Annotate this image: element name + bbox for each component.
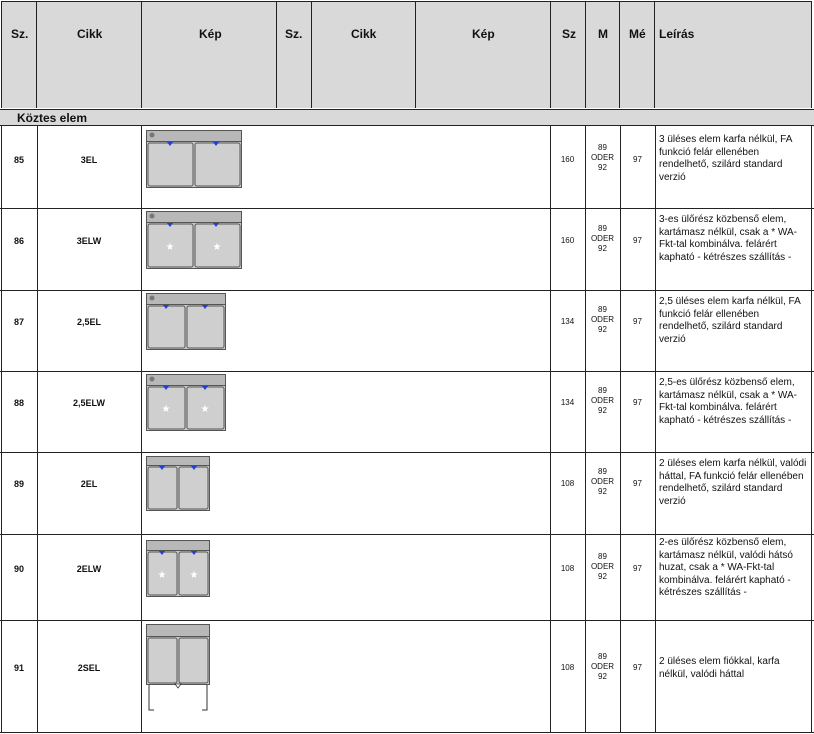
row-separator xyxy=(0,371,814,372)
width-value: 134 xyxy=(560,317,575,326)
sofa-2-seat-drawer-diagram-icon xyxy=(146,624,212,714)
article-code: 3ELW xyxy=(76,236,102,246)
description: 2 üléses elem karfa nélkül, valódi háttal, FA funkció felár ellenében rendelhető, szilárd standard verzió xyxy=(659,458,807,507)
article-code: 2ELW xyxy=(76,564,102,574)
header-cikk-1: Cikk xyxy=(77,27,103,41)
sofa-2-seat-diagram-icon xyxy=(146,456,210,511)
row-number: 91 xyxy=(13,663,24,673)
description: 2 üléses elem fiókkal, karfa nélkül, valódi háttal xyxy=(659,656,780,680)
section-row xyxy=(0,109,814,126)
header-leiras-cell xyxy=(655,1,812,108)
description: 2-es ülőrész közbenső elem, kartámasz nélkül, valódi hátsó huzat, csak a * WA-Fkt-tal kombinálva. felárért kapható - kétrészes szállítás - xyxy=(659,537,793,598)
grid-line xyxy=(655,126,656,733)
m-value-3: 92 xyxy=(598,325,607,334)
sofa-2-5-seat-star-diagram-icon xyxy=(146,374,226,431)
me-value: 97 xyxy=(633,479,642,488)
width-value: 160 xyxy=(560,155,575,164)
m-value-3: 92 xyxy=(598,572,607,581)
header-kep-2-cell xyxy=(416,1,551,108)
m-value-2: ODER xyxy=(590,477,615,486)
svg-text:★: ★ xyxy=(200,404,210,415)
header-cikk-2-cell xyxy=(312,1,416,108)
header-me: Mé xyxy=(629,27,646,41)
m-value-1: 89 xyxy=(598,224,607,233)
header-kep-1-cell xyxy=(142,1,277,108)
header-m: M xyxy=(598,27,608,41)
sofa-3-seat-star-diagram-icon xyxy=(146,211,242,269)
width-value: 160 xyxy=(560,236,575,245)
svg-text:★: ★ xyxy=(212,242,222,253)
header-m-cell xyxy=(586,1,620,108)
m-value-3: 92 xyxy=(598,163,607,172)
section-title: Köztes elem xyxy=(17,111,88,125)
row-separator xyxy=(0,534,814,535)
header-sz-1-cell xyxy=(1,1,37,108)
article-code: 3EL xyxy=(80,155,98,165)
m-value-1: 89 xyxy=(598,143,607,152)
header-sz-2-cell xyxy=(277,1,312,108)
m-value-2: ODER xyxy=(590,562,615,571)
row-separator xyxy=(0,620,814,621)
m-value-2: ODER xyxy=(590,153,615,162)
header-sz-1: Sz. xyxy=(11,27,29,41)
description: 2,5 üléses elem karfa nélkül, FA funkció felár ellenében rendelhető, szilárd standard verzió xyxy=(659,296,801,345)
header-sz-2: Sz. xyxy=(285,27,303,41)
row-number: 90 xyxy=(13,564,24,574)
svg-text:★: ★ xyxy=(189,570,199,581)
sofa-2-seat-star-diagram-icon xyxy=(146,540,210,597)
me-value: 97 xyxy=(633,663,642,672)
row-separator xyxy=(0,290,814,291)
row-number: 86 xyxy=(13,236,24,246)
row-separator xyxy=(0,208,814,209)
row-number: 89 xyxy=(13,479,24,489)
m-value-3: 92 xyxy=(598,244,607,253)
article-code: 2SEL xyxy=(77,663,101,673)
sofa-3-seat-diagram-icon xyxy=(146,130,242,188)
grid-line xyxy=(141,126,142,733)
m-value-2: ODER xyxy=(590,234,615,243)
m-value-2: ODER xyxy=(590,396,615,405)
me-value: 97 xyxy=(633,155,642,164)
header-sz: Sz xyxy=(562,27,577,41)
me-value: 97 xyxy=(633,236,642,245)
grid-line xyxy=(550,126,551,733)
m-value-3: 92 xyxy=(598,672,607,681)
m-value-2: ODER xyxy=(590,315,615,324)
m-value-3: 92 xyxy=(598,406,607,415)
m-value-1: 89 xyxy=(598,305,607,314)
grid-line xyxy=(1,126,2,733)
svg-text:★: ★ xyxy=(157,570,167,581)
header-kep-1: Kép xyxy=(199,27,222,41)
row-separator xyxy=(0,732,814,733)
article-code: 2EL xyxy=(80,479,98,489)
row-number: 87 xyxy=(13,317,24,327)
article-code: 2,5ELW xyxy=(72,398,105,408)
description: 3 üléses elem karfa nélkül, FA funkció felár ellenében rendelhető, szilárd standard verzió xyxy=(659,134,792,183)
m-value-3: 92 xyxy=(598,487,607,496)
m-value-1: 89 xyxy=(598,552,607,561)
width-value: 134 xyxy=(560,398,575,407)
me-value: 97 xyxy=(633,317,642,326)
m-value-1: 89 xyxy=(598,652,607,661)
width-value: 108 xyxy=(560,564,575,573)
header-kep-2: Kép xyxy=(472,27,495,41)
svg-text:★: ★ xyxy=(161,404,171,415)
header-sz-cell xyxy=(551,1,586,108)
description: 2,5-es ülőrész közbenső elem, kartámasz nélkül, csak a * WA-Fkt-tal kombinálva. felárért kapható - kétrészes szállítás - xyxy=(659,377,798,426)
grid-line xyxy=(37,126,38,733)
m-value-2: ODER xyxy=(590,662,615,671)
grid-line xyxy=(811,126,812,733)
me-value: 97 xyxy=(633,564,642,573)
row-separator xyxy=(0,452,814,453)
grid-line xyxy=(620,126,621,733)
article-code: 2,5EL xyxy=(76,317,101,327)
sofa-2-5-seat-diagram-icon xyxy=(146,293,226,350)
header-cikk-2: Cikk xyxy=(351,27,377,41)
svg-text:★: ★ xyxy=(165,242,175,253)
header-me-cell xyxy=(620,1,655,108)
header-cikk-1-cell xyxy=(37,1,142,108)
row-number: 85 xyxy=(13,155,24,165)
description: 3-es ülőrész közbenső elem, kartámasz nélkül, csak a * WA-Fkt-tal kombinálva. felárért kapható - kétrészes szállítás - xyxy=(659,214,798,263)
grid-line xyxy=(585,126,586,733)
row-number: 88 xyxy=(13,398,24,408)
width-value: 108 xyxy=(560,663,575,672)
m-value-1: 89 xyxy=(598,386,607,395)
header-leiras: Leírás xyxy=(659,27,695,41)
m-value-1: 89 xyxy=(598,467,607,476)
width-value: 108 xyxy=(560,479,575,488)
me-value: 97 xyxy=(633,398,642,407)
